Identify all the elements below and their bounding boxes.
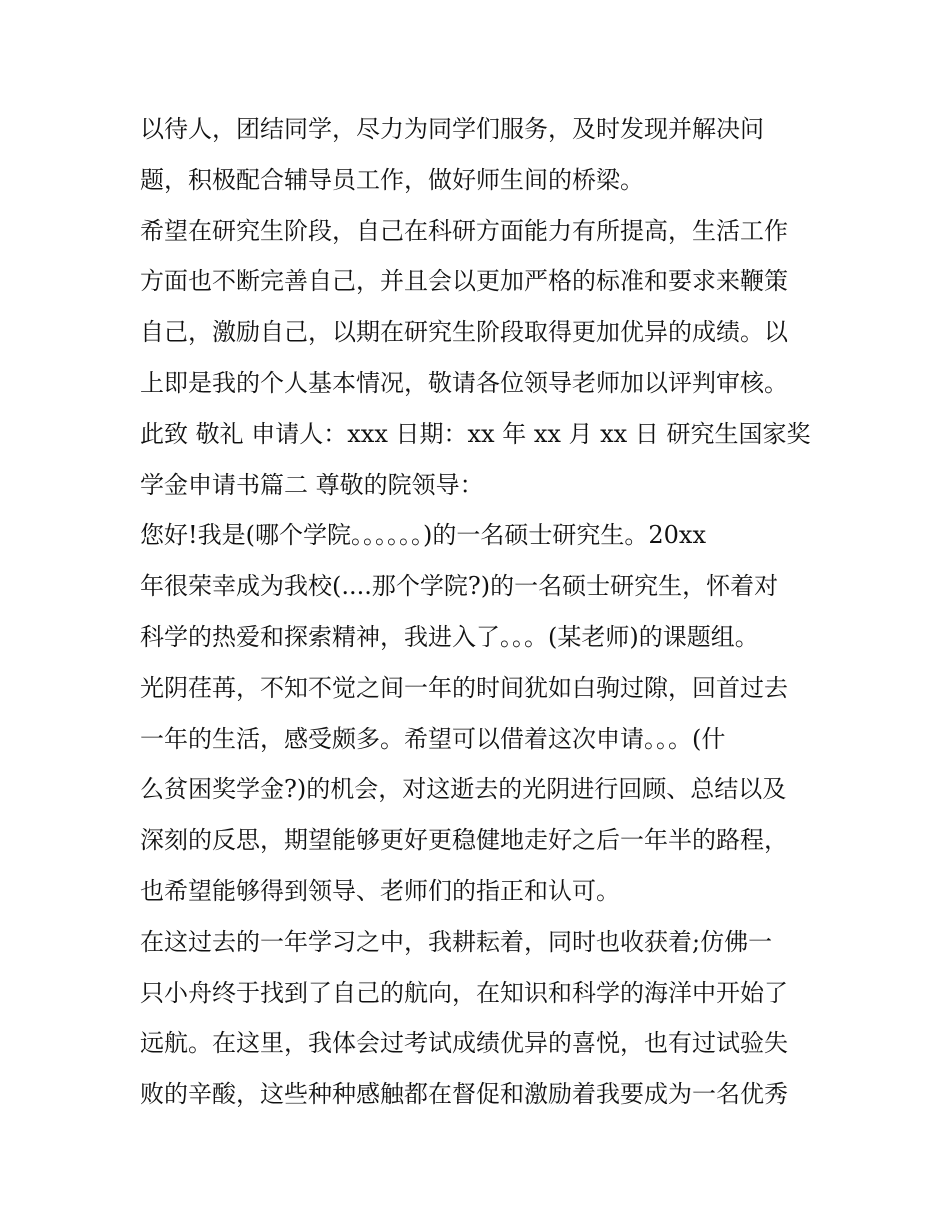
text-line: 方面也不断完善自己，并且会以更加严格的标准和要求来鞭策 — [140, 267, 788, 296]
text-line: 科学的热爱和探索精神，我进入了。。。(某老师)的课题组。 — [140, 622, 759, 651]
text-line: 希望在研究生阶段，自己在科研方面能力有所提高，生活工作 — [140, 216, 788, 245]
text-line: 在这过去的一年学习之中，我耕耘着，同时也收获着;仿佛一 — [140, 927, 773, 956]
text-line: 也希望能够得到领导、老师们的指正和认可。 — [140, 876, 620, 905]
text-line: 题，积极配合辅导员工作，做好师生间的桥梁。 — [140, 165, 644, 194]
text-line: 么贫困奖学金?)的机会，对这逝去的光阴进行回顾、总结以及 — [140, 775, 787, 804]
text-line: 深刻的反思，期望能够更好更稳健地走好之后一年半的路程， — [140, 826, 788, 855]
text-line: 学金申请书篇二 尊敬的院领导： — [140, 470, 484, 499]
text-line: 远航。在这里，我体会过考试成绩优异的喜悦，也有过试验失 — [140, 1029, 788, 1058]
text-line: 以待人，团结同学，尽力为同学们服务，及时发现并解决问 — [140, 115, 764, 143]
text-line: 光阴荏苒，不知不觉之间一年的时间犹如白驹过隙，回首过去 — [140, 673, 788, 702]
text-line: 此致 敬礼 申请人：xxx 日期：xx 年 xx 月 xx 日 研究生国家奖 — [140, 419, 811, 448]
body-text — [140, 104, 812, 1120]
text-line: 败的辛酸，这些种种感触都在督促和激励着我要成为一名优秀 — [140, 1080, 788, 1109]
text-line: 一年的生活，感受颇多。希望可以借着这次申请。。。(什 — [140, 724, 726, 753]
text-line: 上即是我的个人基本情况，敬请各位领导老师加以评判审核。 — [140, 368, 788, 397]
text-line: 只小舟终于找到了自己的航向，在知识和科学的海洋中开始了 — [140, 978, 788, 1007]
text-line: 年很荣幸成为我校(....那个学院?)的一名硕士研究生，怀着对 — [140, 572, 779, 601]
text-line: 自己，激励自己，以期在研究生阶段取得更加优异的成绩。以 — [140, 318, 788, 347]
text-line: 您好!我是(哪个学院。。。。。。)的一名硕士研究生。20xx — [140, 521, 706, 550]
